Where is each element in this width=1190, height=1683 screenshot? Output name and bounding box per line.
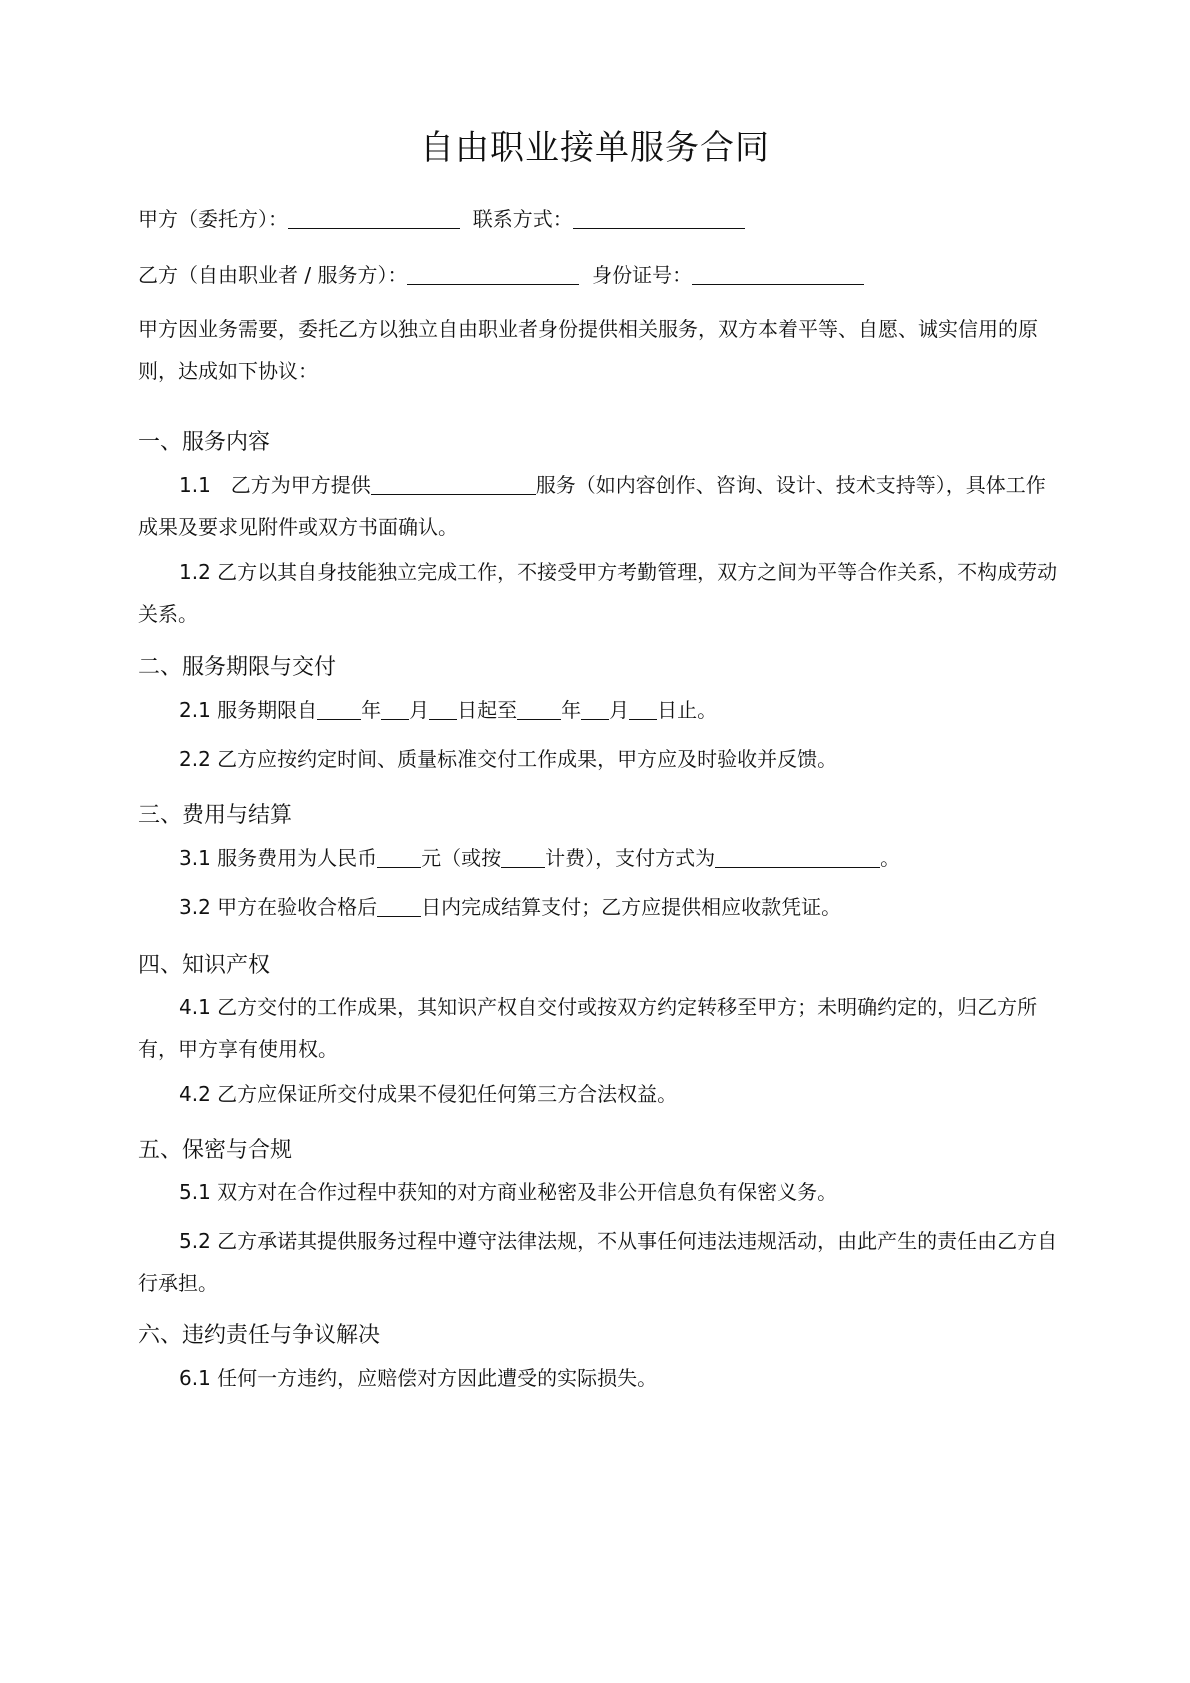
- clause-2-1-year: 年: [361, 698, 382, 722]
- section-heading-4: 四、知识产权: [138, 953, 271, 978]
- start-month-blank: [381, 718, 409, 720]
- clause-2-1-month: 月: [409, 698, 430, 722]
- clause-1-1-suffix: 服务（如内容创作、咨询、设计、技术支持等），具体工作成果及要求见附件或双方书面确认。: [138, 473, 1046, 539]
- end-month-blank: [581, 718, 609, 720]
- section-heading-5: 五、保密与合规: [138, 1138, 293, 1163]
- id-blank: [692, 283, 864, 285]
- clause-5-1: 5.1 双方对在合作过程中获知的对方商业秘密及非公开信息负有保密义务。: [179, 1180, 838, 1204]
- payment-method-blank: [715, 866, 880, 868]
- fee-amount-blank: [377, 866, 421, 868]
- party-b-line: [138, 259, 1058, 291]
- section-heading-6: 六、违约责任与争议解决: [138, 1323, 381, 1348]
- clause-2-1-year2: 年: [561, 698, 582, 722]
- start-year-blank: [317, 718, 361, 720]
- clause-5-2: 5.2 乙方承诺其提供服务过程中遵守法律法规，不从事任何违法违规活动，由此产生的责任由乙方自行承担。: [138, 1229, 1058, 1295]
- contact-blank: [573, 227, 745, 229]
- clause-2-1-text-a: 2.1 服务期限自: [179, 698, 318, 722]
- clause-4-2: 4.2 乙方应保证所交付成果不侵犯任何第三方合法权益。: [179, 1082, 678, 1106]
- document-title: 自由职业接单服务合同: [420, 128, 770, 168]
- end-year-blank: [517, 718, 561, 720]
- clause-3-2: [138, 886, 1060, 928]
- service-type-blank: [371, 493, 536, 495]
- clause-3-1-text-c: 计费），支付方式为: [545, 846, 716, 870]
- clause-3-1: [138, 837, 1060, 879]
- clause-3-1-text-a: 3.1 服务费用为人民币: [179, 846, 378, 870]
- billing-unit-blank: [501, 866, 545, 868]
- section-heading-3: 三、费用与结算: [138, 803, 293, 828]
- end-day-blank: [629, 718, 657, 720]
- clause-3-2-text-a: 3.2 甲方在验收合格后: [179, 895, 378, 919]
- party-b-name-blank: [407, 283, 579, 285]
- intro-paragraph: 甲方因业务需要，委托乙方以独立自由职业者身份提供相关服务，双方本着平等、自愿、诚实信用的原则，达成如下协议：: [138, 317, 1038, 383]
- contact-label: 联系方式：: [472, 207, 573, 231]
- party-b-label: 乙方（自由职业者 / 服务方）：: [138, 263, 408, 287]
- clause-2-1-end: 日止。: [657, 698, 718, 722]
- start-day-blank: [429, 718, 457, 720]
- clause-3-1-text-d: 。: [880, 846, 901, 870]
- clause-2-1: [138, 689, 1060, 731]
- clause-1-2: 1.2 乙方以其自身技能独立完成工作，不接受甲方考勤管理，双方之间为平等合作关系，不构成劳动关系。: [138, 560, 1058, 626]
- clause-2-1-month2: 月: [609, 698, 630, 722]
- clause-6-1: 6.1 任何一方违约，应赔偿对方因此遭受的实际损失。: [179, 1366, 658, 1390]
- settlement-days-blank: [377, 915, 421, 917]
- party-a-line: [138, 203, 1058, 235]
- party-a-name-blank: [288, 227, 460, 229]
- clause-3-2-text-b: 日内完成结算支付；乙方应提供相应收款凭证。: [421, 895, 842, 919]
- clause-2-2: 2.2 乙方应按约定时间、质量标准交付工作成果，甲方应及时验收并反馈。: [179, 747, 838, 771]
- clause-1-1-prefix: 1.1 乙方为甲方提供: [179, 473, 371, 497]
- clause-4-1: 4.1 乙方交付的工作成果，其知识产权自交付或按双方约定转移至甲方；未明确约定的，归乙方所有，甲方享有使用权。: [138, 995, 1038, 1061]
- section-heading-2: 二、服务期限与交付: [138, 655, 337, 680]
- clause-1-1: [138, 464, 1060, 548]
- section-heading-1: 一、服务内容: [138, 430, 271, 455]
- clause-2-1-day-to: 日起至: [457, 698, 518, 722]
- id-label: 身份证号：: [592, 263, 693, 287]
- party-a-label: 甲方（委托方）：: [138, 207, 288, 231]
- clause-3-1-text-b: 元（或按: [421, 846, 502, 870]
